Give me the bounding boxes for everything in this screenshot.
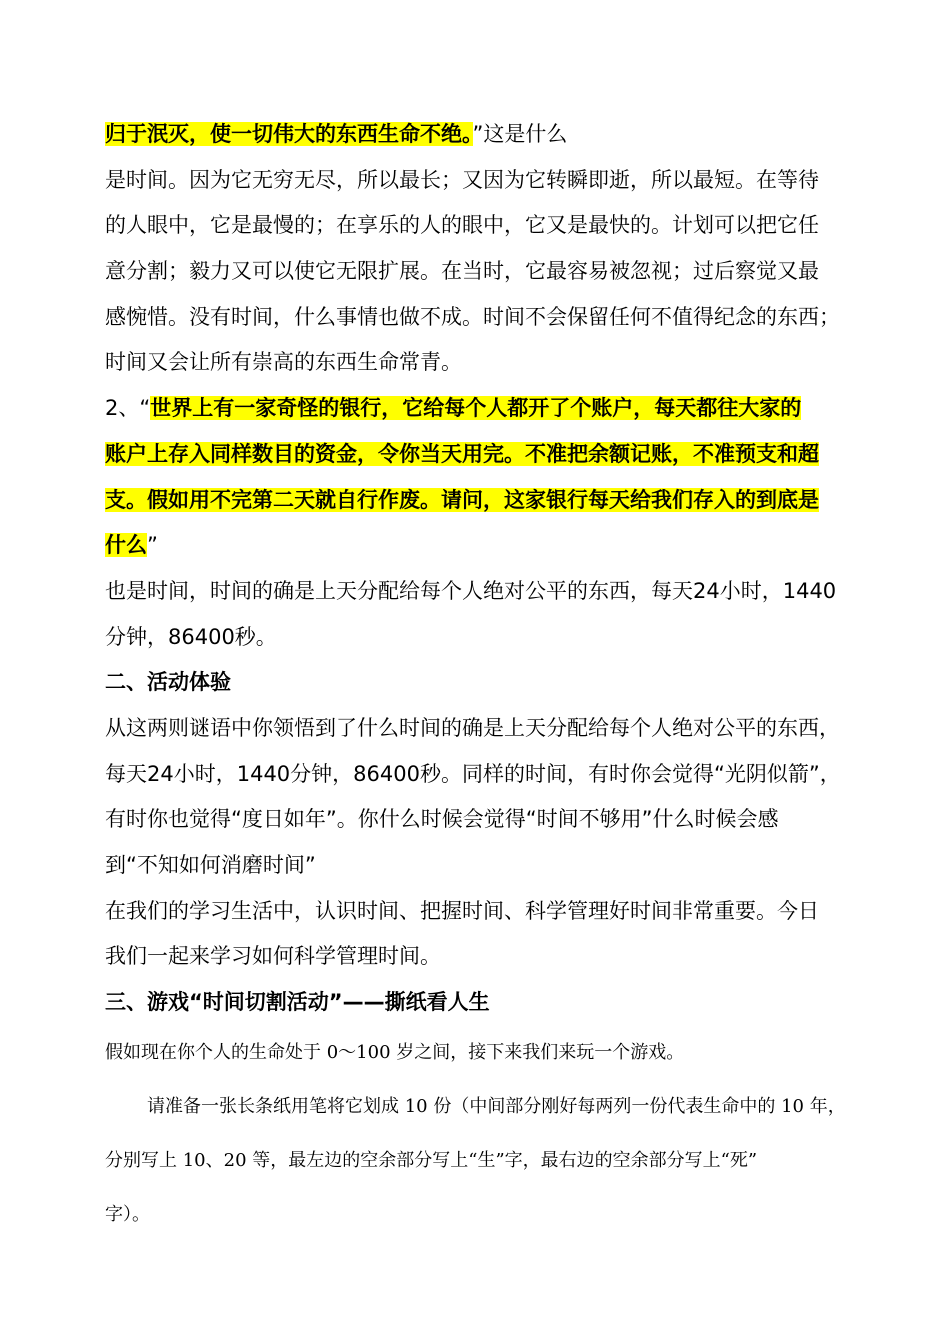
text-line <box>105 752 855 798</box>
line-text: 意分割；毅力又可以使它无限扩展。在当时，它最容易被忽视；过后察觉又最 <box>105 259 819 284</box>
highlighted-text: 什么 <box>105 533 147 558</box>
line-text: 每天24小时，1440分钟，86400秒。同样的时间，有时你会觉得“光阴似箭”， <box>105 761 841 786</box>
line-text: 在我们的学习生活中，认识时间、把握时间、科学管理好时间非常重要。今日 <box>105 898 819 923</box>
text-line <box>105 203 855 249</box>
line-text: 的人眼中，它是最慢的；在享乐的人的眼中，它又是最快的。计划可以把它任 <box>105 213 819 238</box>
text-line <box>105 340 855 386</box>
instruction-line: 假如现在你个人的生命处于 0～100 岁之间，接下来我们来玩一个游戏。 <box>105 1041 685 1063</box>
section-heading <box>105 660 855 706</box>
text-line <box>105 797 855 843</box>
line-text: 从这两则谜语中你领悟到了什么时间的确是上天分配给每个人绝对公平的东西， <box>105 715 840 740</box>
highlighted-text: 账户上存入同样数目的资金，令你当天用完。不准把余额记账，不准预支和超 <box>105 441 819 466</box>
text-line <box>105 706 855 752</box>
text-line <box>105 889 855 935</box>
line-text: 分钟，86400秒。 <box>105 624 277 649</box>
text-line <box>105 478 855 524</box>
text-line <box>105 569 855 615</box>
line-text: 到“不知如何消磨时间” <box>105 853 316 877</box>
line-text: 也是时间，时间的确是上天分配给每个人绝对公平的东西，每天24小时，1440 <box>105 578 837 603</box>
highlighted-text: 支。假如用不完第二天就自行作废。请问，这家银行每天给我们存入的到底是 <box>105 487 819 512</box>
instruction-line: 分别写上 10、20 等，最左边的空余部分写上“生”字，最右边的空余部分写上“死” <box>105 1149 758 1171</box>
section-heading <box>105 980 855 1026</box>
text-line <box>105 158 855 204</box>
line-text: 有时你也觉得“度日如年”。你什么时候会觉得“时间不够用”什么时候会感 <box>105 807 779 832</box>
document-page <box>105 112 855 1242</box>
text-line <box>105 295 855 341</box>
line-text: 是时间。因为它无穷无尽，所以最长；又因为它转瞬即逝，所以最短。在等待 <box>105 167 819 192</box>
line-text: 感惋惜。没有时间，什么事情也做不成。时间不会保留任何不值得纪念的东西； <box>105 304 840 329</box>
instruction-line: 请准备一张长条纸用笔将它划成 10 份（中间部分刚好每两列一份代表生命中的 10 年， <box>147 1095 846 1117</box>
text-line <box>105 615 855 661</box>
heading-text: 二、活动体验 <box>105 670 231 695</box>
text-line <box>105 934 855 980</box>
text-line <box>105 843 855 889</box>
text-line <box>105 523 855 569</box>
heading-text: 三、游戏“时间切割活动”——撕纸看人生 <box>105 990 490 1015</box>
text-line <box>105 112 855 158</box>
text-line <box>105 249 855 295</box>
game-instructions <box>105 1026 855 1242</box>
list-number: 2、“ <box>105 396 151 421</box>
line-text: 时间又会让所有崇高的东西生命常青。 <box>105 350 462 375</box>
instruction-line: 字）。 <box>105 1203 150 1225</box>
highlighted-text: 归于泯灭，使一切伟大的东西生命不绝。 <box>105 122 473 146</box>
text-line <box>105 386 855 432</box>
line-text: ” <box>147 533 158 558</box>
line-text: ”这是什么 <box>472 122 568 146</box>
document-body <box>105 112 855 1026</box>
text-line <box>105 432 855 478</box>
highlighted-text: 世界上有一家奇怪的银行，它给每个人都开了个账户，每天都往大家的 <box>150 396 802 421</box>
line-text: 我们一起来学习如何科学管理时间。 <box>105 944 441 969</box>
